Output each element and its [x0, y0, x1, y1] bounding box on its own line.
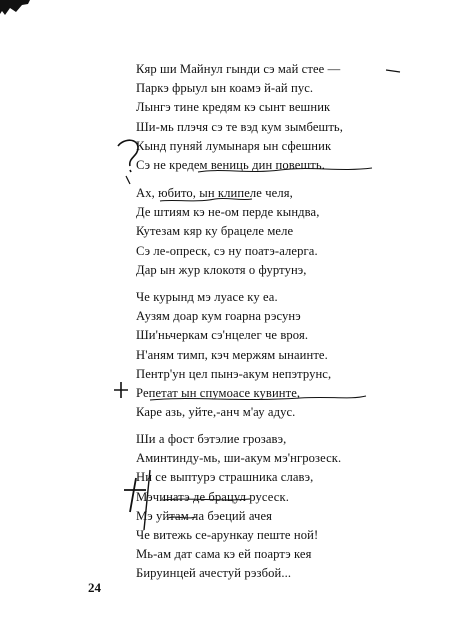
poem-line: Ни се выптурэ страшника славэ,	[136, 470, 314, 485]
poem-line: Мэчинатэ де брацул русеск.	[136, 489, 289, 504]
question-mark-icon	[118, 140, 138, 166]
poem-line: Де штиям кэ не-ом перде кындва,	[136, 205, 320, 220]
poem-line: Мь-ам дат сама кэ ей поартэ кея	[136, 547, 312, 562]
poem-line: Н'аням тимп, кэч мержям ынаинте.	[136, 347, 328, 362]
poem-line: Кяр ши Майнул гынди сэ май стее —	[136, 62, 341, 76]
poem-line: Че курынд мэ луасе ку еа.	[136, 290, 278, 304]
poem-line: Ши а фост бэтэлие грозавэ,	[136, 432, 287, 446]
poem-line: Пентр'ун цел пынэ-акум непэтрунс,	[136, 366, 332, 381]
poem-line: Бируинцей ачестуй рэзбой...	[136, 566, 292, 581]
poem-line: Ши-мь плэчя сэ те вэд кум зымбешть,	[136, 119, 344, 134]
stanza-2	[136, 184, 436, 280]
poem-line: Лынгэ тине кредям кэ сынт вешник	[136, 100, 331, 115]
poem-line: Кынд пуняй лумынаря ын сфешник	[136, 138, 332, 153]
poem-line: Сэ не кредем вениць дин повешть.	[136, 158, 325, 173]
poem-line: Кутезам кяр ку брацеле меле	[136, 224, 294, 239]
poem-line: Каре азь, уйте,-анч м'ау адус.	[136, 405, 296, 420]
stanza-4	[136, 430, 436, 584]
poem-line: Аузям доар кум гоарна рэсунэ	[136, 309, 301, 324]
poem-line: Аминтинду-мь, ши-акум мэ'нгрозеск.	[136, 451, 342, 466]
plus-mark-icon	[114, 382, 128, 398]
poem-line: Ши'ньчеркам сэ'нцелег че вроя.	[136, 328, 309, 343]
tick-mark	[126, 176, 130, 184]
poem-line: Мэ уйтам ла бэеций ачея	[136, 508, 273, 523]
poem-line: Ах, юбито, ын клипеле челя,	[136, 186, 293, 200]
stanza-3	[136, 288, 436, 422]
poem-line: Сэ ле-опреск, сэ ну поатэ-алерга.	[136, 243, 318, 258]
page-number: 24	[88, 580, 101, 595]
poem-line: Репетат ын спумоасе кувинте,	[136, 386, 301, 401]
torn-corner-mark	[0, 0, 36, 18]
poem-line: Паркэ фрыул ын коамэ й-ай пус.	[136, 81, 314, 96]
poem-line: Дар ын жур клокотя о фуртунэ,	[136, 262, 307, 277]
poem-line: Че витежь се-арункау пеште ной!	[136, 528, 319, 543]
stanza-1	[136, 60, 436, 175]
